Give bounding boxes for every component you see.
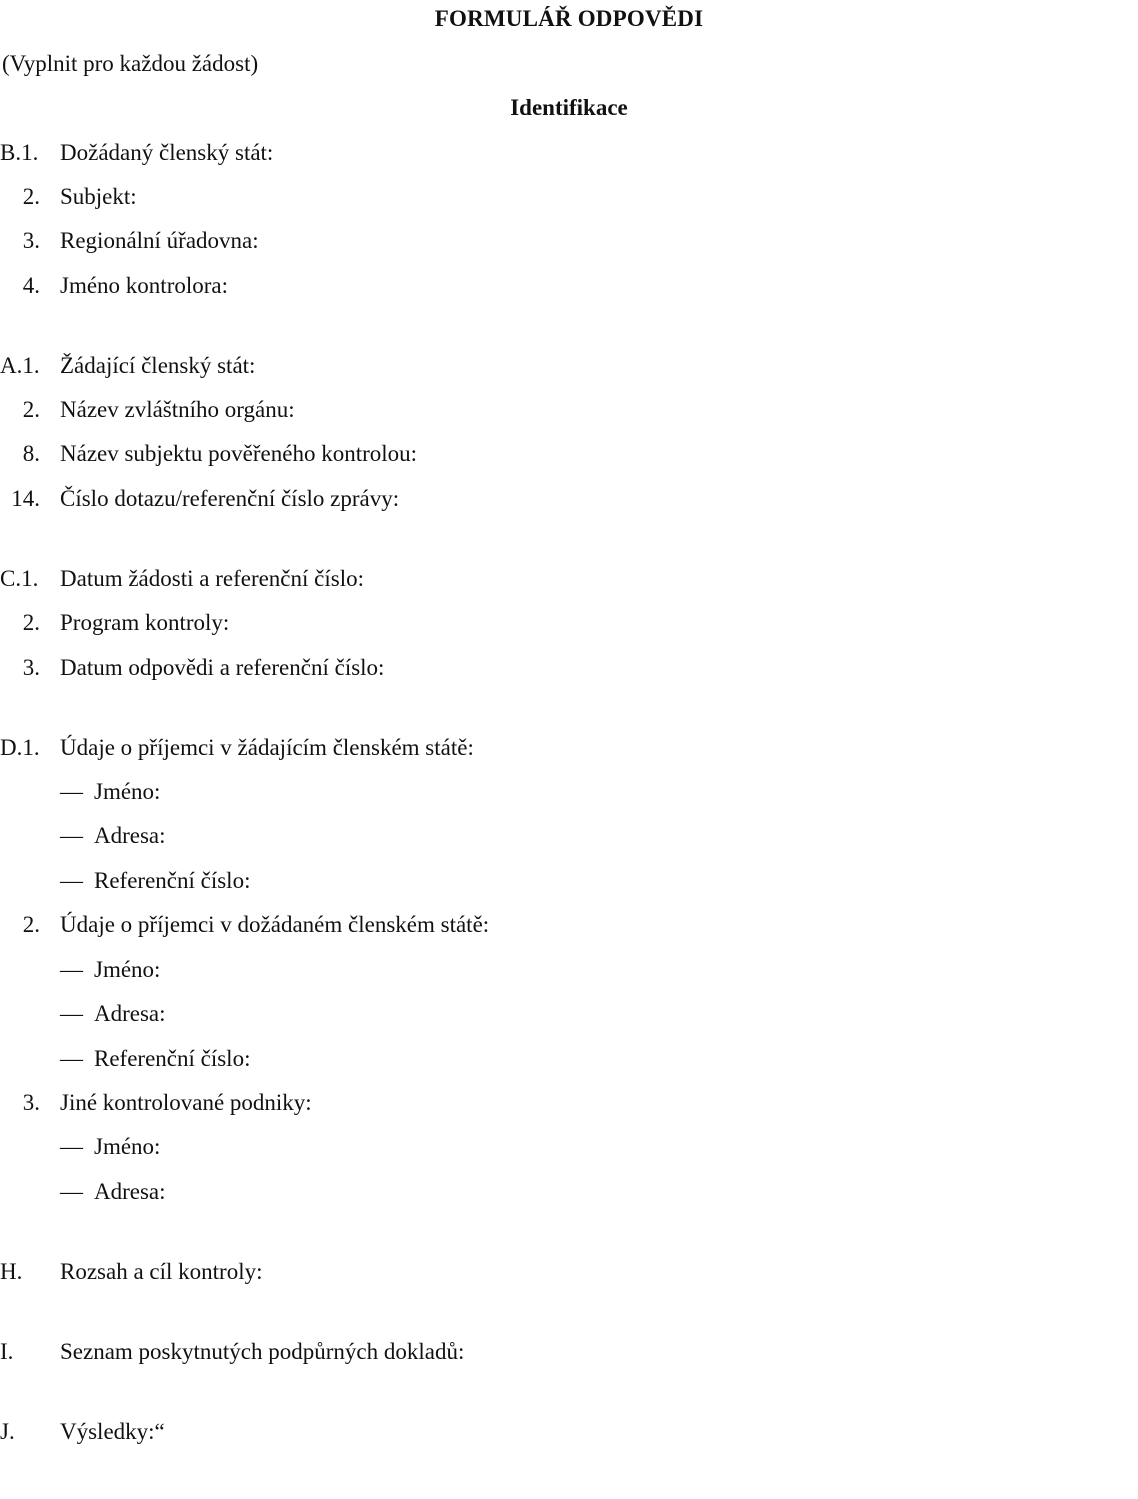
- item-number: 14.: [11, 486, 40, 511]
- item-label: Seznam poskytnutých podpůrných dokladů:: [60, 1339, 465, 1364]
- item-number: 2.: [22, 610, 40, 635]
- form-title: FORMULÁŘ ODPOVĚDI: [434, 6, 704, 31]
- item-label: Název subjektu pověřeného kontrolou:: [60, 441, 418, 466]
- item-number: D.1.: [0, 735, 40, 760]
- item-number: C.1.: [0, 566, 39, 591]
- item-number: H.: [0, 1259, 23, 1284]
- sub-item-label: Jméno:: [94, 779, 161, 804]
- item-label: Rozsah a cíl kontroly:: [60, 1259, 263, 1284]
- item-label: Program kontroly:: [60, 610, 230, 635]
- sub-item-label: Adresa:: [94, 823, 166, 848]
- sub-item-label: Referenční číslo:: [94, 868, 251, 893]
- item-number: 3.: [22, 655, 40, 680]
- item-label: Dožádaný členský stát:: [60, 140, 274, 165]
- item-number: 3.: [22, 1090, 40, 1115]
- item-number: 2.: [22, 184, 40, 209]
- dash-bullet: —: [60, 868, 83, 893]
- item-label: Datum žádosti a referenční číslo:: [60, 566, 364, 591]
- sub-item-label: Adresa:: [94, 1001, 166, 1026]
- item-label: Název zvláštního orgánu:: [60, 397, 295, 422]
- item-label: Údaje o příjemci v dožádaném členském státě:: [60, 912, 490, 937]
- dash-bullet: —: [60, 957, 83, 982]
- item-label: Regionální úřadovna:: [60, 228, 259, 253]
- item-number: I.: [0, 1339, 14, 1364]
- item-number: A.1.: [0, 353, 40, 378]
- sub-item-label: Jméno:: [94, 1134, 161, 1159]
- item-label: Subjekt:: [60, 184, 137, 209]
- dash-bullet: —: [60, 1134, 83, 1159]
- dash-bullet: —: [60, 1001, 83, 1026]
- item-number: 8.: [22, 441, 40, 466]
- item-number: B.1.: [0, 140, 39, 165]
- dash-bullet: —: [60, 1046, 83, 1071]
- item-number: J.: [0, 1419, 15, 1444]
- item-number: 2.: [22, 912, 40, 937]
- form-subtitle: (Vyplnit pro každou žádost): [2, 51, 259, 76]
- item-label: Jiné kontrolované podniky:: [60, 1090, 312, 1115]
- item-number: 2.: [22, 397, 40, 422]
- dash-bullet: —: [60, 823, 83, 848]
- item-number: 3.: [22, 228, 40, 253]
- item-label: Žádající členský stát:: [60, 353, 256, 378]
- sub-item-label: Jméno:: [94, 957, 161, 982]
- sub-item-label: Referenční číslo:: [94, 1046, 251, 1071]
- item-label: Datum odpovědi a referenční číslo:: [60, 655, 385, 680]
- section-heading-identification: Identifikace: [510, 95, 628, 120]
- dash-bullet: —: [60, 779, 83, 804]
- item-label: Údaje o příjemci v žádajícím členském státě:: [60, 735, 474, 760]
- item-label: Jméno kontrolora:: [60, 273, 228, 298]
- sub-item-label: Adresa:: [94, 1179, 166, 1204]
- item-label: Číslo dotazu/referenční číslo zprávy:: [60, 486, 400, 511]
- dash-bullet: —: [60, 1179, 83, 1204]
- item-number: 4.: [22, 273, 40, 298]
- item-label: Výsledky:“: [60, 1419, 165, 1444]
